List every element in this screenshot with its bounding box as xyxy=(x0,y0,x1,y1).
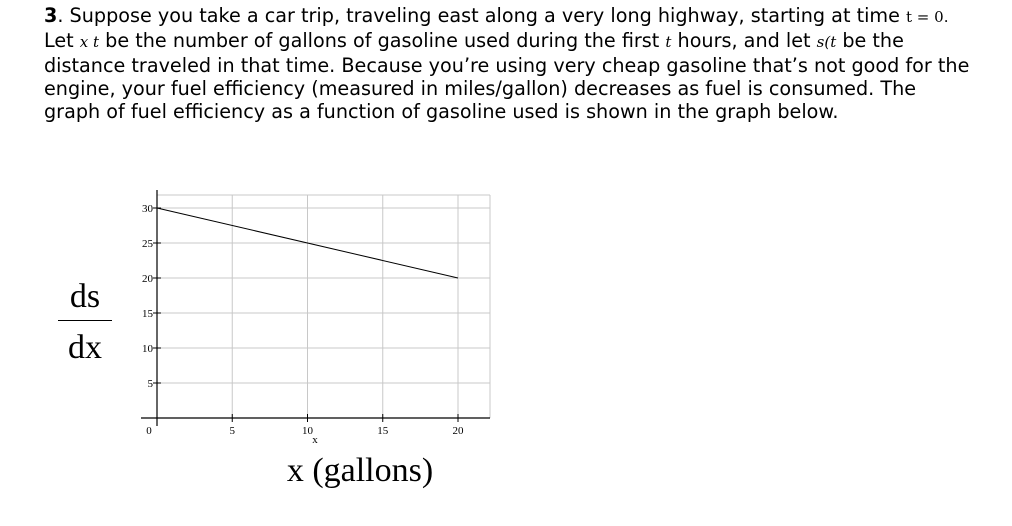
x-tick-label: 0 xyxy=(146,425,152,437)
y-label-numerator: ds xyxy=(69,278,101,315)
problem-number: 3 xyxy=(44,4,58,27)
x-tick-label: 5 xyxy=(229,425,235,437)
x-tick-label: 20 xyxy=(452,425,464,437)
y-label-denominator: dx xyxy=(68,329,102,367)
y-tick-label: 25 xyxy=(142,238,153,250)
x-tick-label: 10 xyxy=(302,425,313,437)
problem-line-1: 3. Suppose you take a car trip, traveling east along a very long highway, starting at time t = 0. xyxy=(44,4,949,27)
math-t: t xyxy=(665,33,672,51)
x-tick-label: 15 xyxy=(377,425,389,437)
math-s-t: s(t xyxy=(816,33,837,51)
y-tick-label: 10 xyxy=(142,343,153,355)
x-axis-variable-label: x xyxy=(312,434,318,446)
y-tick-label: 5 xyxy=(147,378,153,390)
math-x-t: x t xyxy=(79,33,100,51)
problem-line-4: engine, your fuel efficiency (measured in miles/gallon) decreases as fuel is consumed. The xyxy=(44,77,917,100)
y-tick-label: 20 xyxy=(142,273,153,285)
y-tick-label: 30 xyxy=(142,203,153,215)
y-tick-label: 15 xyxy=(142,308,153,320)
math-t-equals-zero: t = 0. xyxy=(906,8,949,26)
problem-line-2: Let x t be the number of gallons of gasoline used during the first t hours, and let s(t be the xyxy=(44,29,904,52)
problem-line-5: graph of fuel efficiency as a function of gasoline used is shown in the graph below. xyxy=(44,100,839,123)
problem-line-3: distance traveled in that time. Because you’re using very cheap gasoline that’s not good for the xyxy=(44,54,970,77)
x-axis-label: x (gallons) xyxy=(286,452,434,489)
